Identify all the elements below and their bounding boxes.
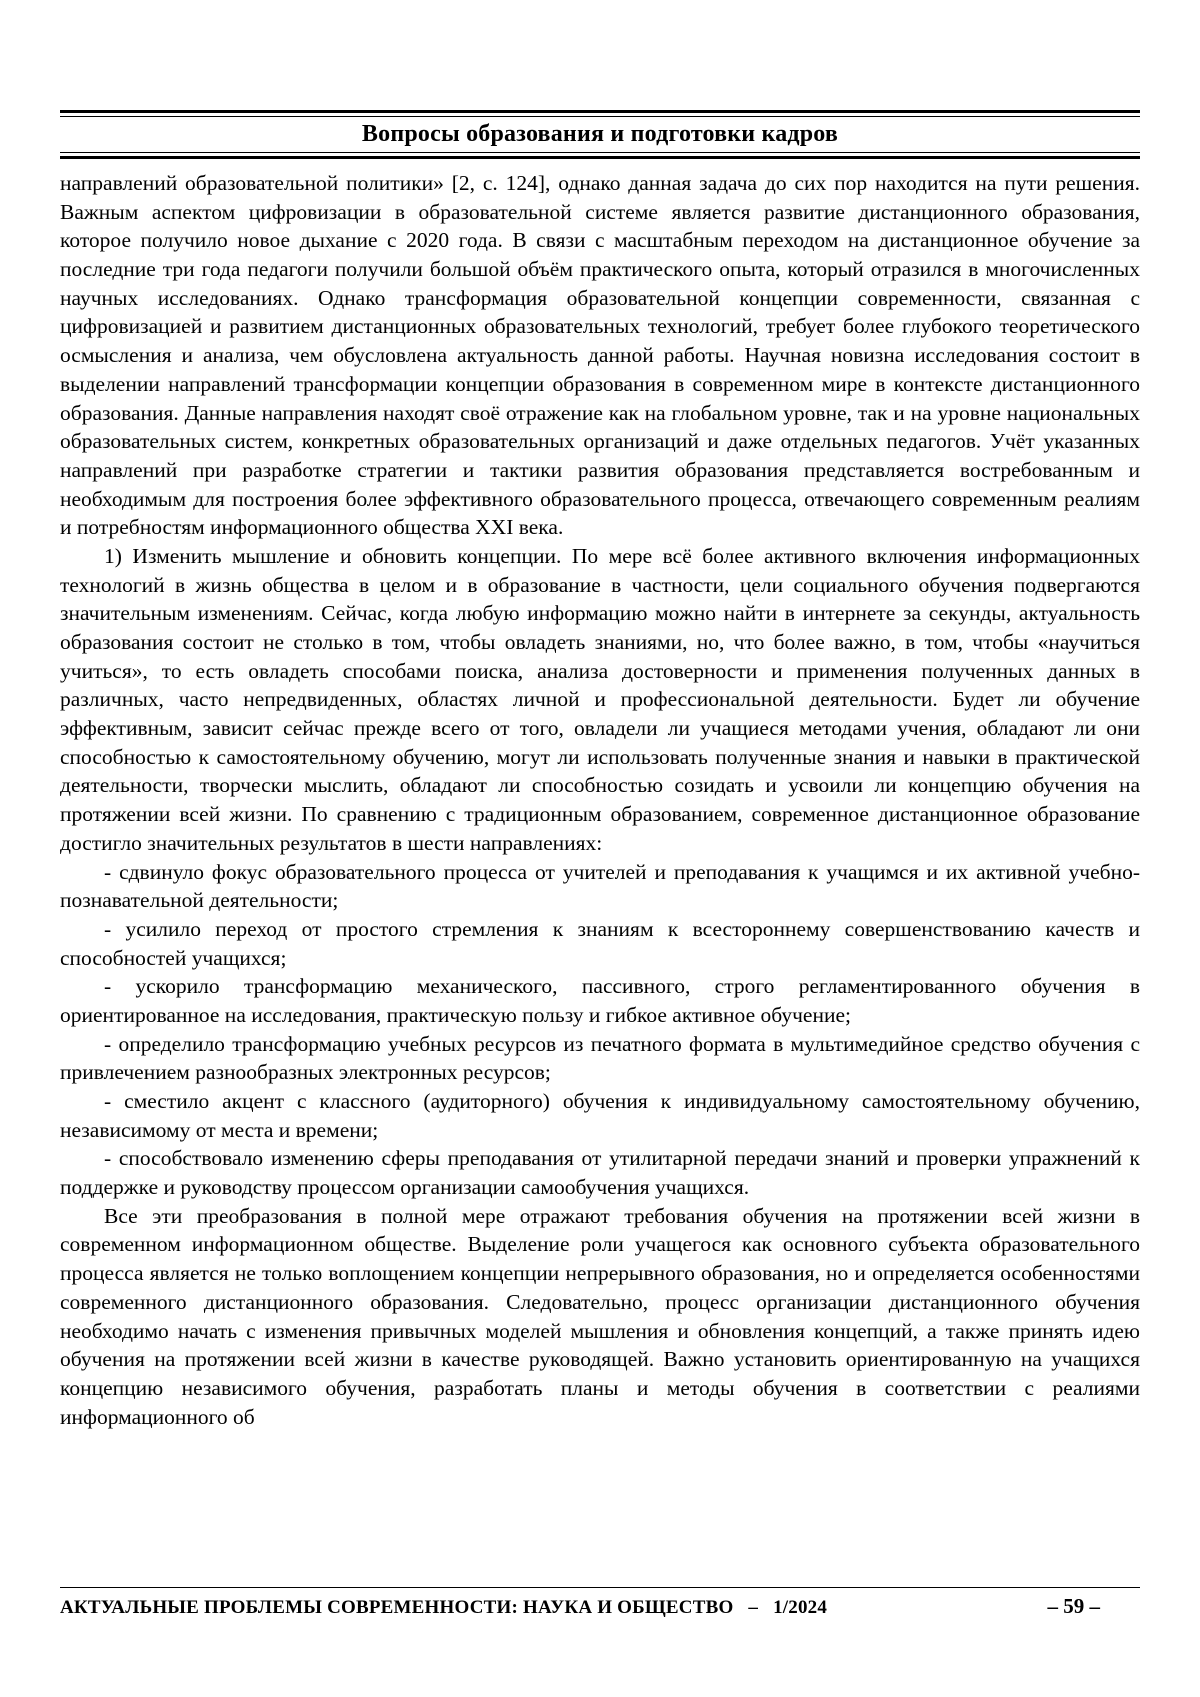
bullet-5: - сместило акцент с классного (аудиторного) обучения к индивидуальному самостоятельному обучению, независимому от места и времени; xyxy=(60,1089,1140,1142)
bullet-6: - способствовало изменению сферы преподавания от утилитарной передачи знаний и проверки упражнений к поддержке и руководству процессом организации самообучения учащихся. xyxy=(60,1146,1140,1200)
bullet-1: - сдвинуло фокус образовательного процесса от учителей и преподавания к учащимся и их активной учебно-познавательной деятельности; xyxy=(60,859,1140,913)
page-footer xyxy=(60,1587,1140,1619)
footer-row xyxy=(60,1594,1140,1619)
paragraph-item-1: 1) Изменить мышление и обновить концепции. По мере всё более активного включения информационных технологий в жизнь общества в целом и в образование в частности, цели социального обучения подвергаются значительным изменениям. Сейчас, когда любую информацию можно найти в интернете за секунды, актуальность образования состоит не столько в том, чтобы овладеть знаниями, но, что более важно, в том, чтобы «научиться учиться», то есть овладеть способами поиска, анализа достоверности и применения полученных данных в различных, часто непредвиденных, областях личной и профессиональной деятельности. Будет ли обучение эффективным, зависит сейчас прежде всего от того, овладели ли учащиеся методами учения, обладают ли они способностью к самостоятельному обучению, могут ли использовать полученные знания и навыки в практической деятельности, творчески мыслить, обладают ли способностью созидать и усвоили ли концепцию обучения на протяжении всей жизни. По сравнению с традиционным образованием, современное дистанционное образование достигло значительных результатов в шести направлениях: xyxy=(60,543,1140,855)
paragraph-summary: Все эти преобразования в полной мере отражают требования обучения на протяжении всей жизни в современном информационном обществе. Выделение роли учащегося как основного субъекта образовательного процесса является не только воплощением концепции непрерывного образования, но и определяется особенностями современного дистанционного образования. Следовательно, процесс организации дистанционного обучения необходимо начать с изменения привычных моделей мышления и обновления концепций, а также принять идею обучения на протяжении всей жизни в качестве руководящей. Важно установить ориентированную на учащихся концепцию независимого обучения, разработать планы и методы обучения в соответствии с реалиями информационного об xyxy=(60,1203,1140,1429)
footer-separator: – xyxy=(748,1597,759,1618)
page-content xyxy=(60,110,1140,1431)
footer-journal-title: АКТУАЛЬНЫЕ ПРОБЛЕМЫ СОВРЕМЕННОСТИ: НАУКА И ОБЩЕСТВО xyxy=(60,1597,734,1618)
footer-rule xyxy=(60,1587,1140,1588)
footer-issue: 1/2024 xyxy=(773,1597,828,1618)
bullet-4: - определило трансформацию учебных ресурсов из печатного формата в мультимедийное средство обучения с привлечением разнообразных электронных ресурсов; xyxy=(60,1031,1140,1085)
bullet-3: - ускорило трансформацию механического, пассивного, строго регламентированного обучения в ориентированное на исследования, практическую пользу и гибкое активное обучение; xyxy=(60,974,1140,1027)
footer-journal-info xyxy=(60,1597,827,1619)
running-header-title: Вопросы образования и подготовки кадров xyxy=(361,121,839,147)
header-bottom-rule xyxy=(60,152,1140,159)
page-number: – 59 – xyxy=(1047,1594,1100,1618)
bullet-2: - усилило переход от простого стремления к знаниям к всестороннему совершенствованию качеств и способностей учащихся; xyxy=(60,916,1140,970)
header-top-rule xyxy=(60,110,1140,117)
body-text xyxy=(60,169,1140,1431)
paragraph-continued: направлений образовательной политики» [2, с. 124], однако данная задача до сих пор находится на пути решения. Важным аспектом цифровизации в образовательной системе является развитие дистанционного образования, которое получило новое дыхание с 2020 года. В связи с масштабным переходом на дистанционное обучение за последние три года педагоги получили большой объём практического опыта, который отразился в многочисленных научных исследованиях. Однако трансформация образовательной концепции современности, связанная с цифровизацией и развитием дистанционных образовательных технологий, требует более глубокого теоретического осмысления и анализа, чем обусловлена актуальность данной работы. Научная новизна исследования состоит в выделении направлений трансформации концепции образования в современном мире в контексте дистанционного образования. Данные направления находят своё отражение как на глобальном уровне, так и на уровне национальных образовательных систем, конкретных образовательных организаций и даже отдельных педагогов. Учёт указанных направлений при разработке стратегии и тактики развития образования представляется востребованным и необходимым для построения более эффективного образовательного процесса, отвечающего современным реалиям и потребностям информационного общества XXI века. xyxy=(60,171,1140,540)
